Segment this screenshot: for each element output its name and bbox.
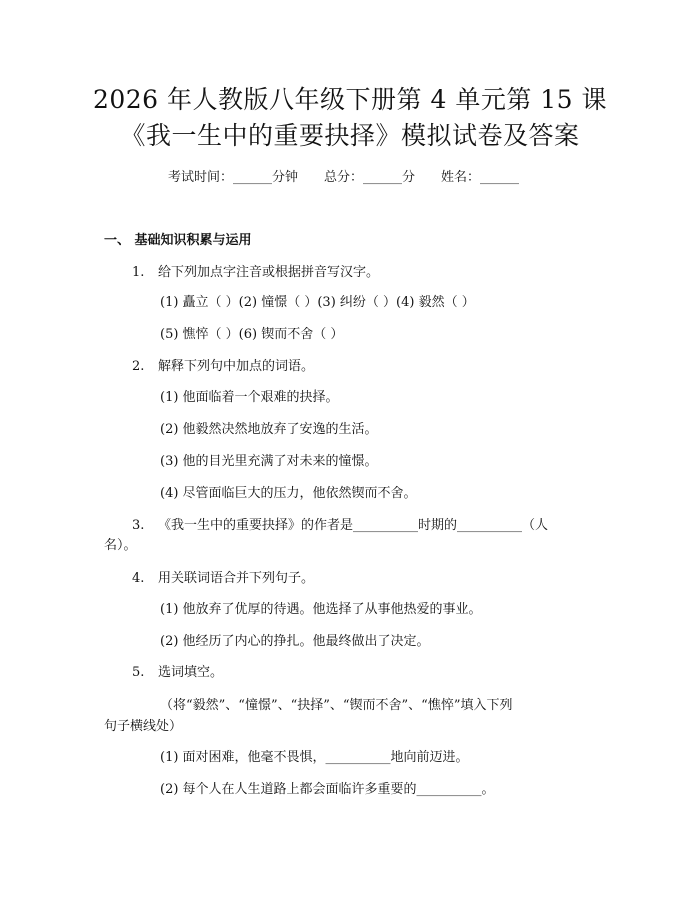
total-score-field: 总分：______分	[324, 170, 416, 185]
question-3	[132, 517, 549, 535]
question-number: 5.	[132, 665, 145, 680]
question-1-items-line-1: (1) 矗立（ ）(2) 憧憬（ ）(3) 纠纷（ ）(4) 毅然（ ）	[160, 295, 475, 310]
name-field: 姓名：______	[441, 170, 520, 185]
question-number: 4.	[132, 571, 145, 586]
question-2-item: (4) 尽管面临巨大的压力，他依然锲而不舍。	[160, 486, 417, 501]
question-2-item: (1) 他面临着一个艰难的抉择。	[160, 390, 339, 405]
exam-time-field: 考试时间：______分钟	[168, 170, 299, 185]
question-4	[132, 570, 315, 588]
question-4-item: (2) 他经历了内心的挣扎。他最终做出了决定。	[160, 634, 430, 649]
question-4-item: (1) 他放弃了优厚的待遇。他选择了从事他热爱的事业。	[160, 602, 482, 617]
question-2	[132, 358, 315, 376]
question-number: 2.	[132, 359, 145, 374]
question-1-items-line-2: (5) 憔悴（ ）(6) 锲而不舍（ ）	[160, 327, 344, 342]
question-text: 给下列加点字注音或根据拼音写汉字。	[158, 265, 380, 280]
question-5-instruction-line-1: （将“毅然”、“憧憬”、“抉择”、“锲而不舍”、“憔悴”填入下列	[160, 698, 513, 713]
page-title-line-1: 2026 年人教版八年级下册第 4 单元第 15 课	[92, 85, 608, 114]
question-5-item: (2) 每个人在人生道路上都会面临许多重要的__________。	[160, 782, 495, 797]
question-1	[132, 264, 380, 282]
exam-meta	[168, 169, 519, 187]
question-3-continuation: 名）。	[104, 538, 137, 553]
page-title-line-2: 《我一生中的重要抉择》模拟试卷及答案	[120, 121, 580, 150]
question-number: 1.	[132, 265, 145, 280]
question-2-item: (2) 他毅然决然地放弃了安逸的生活。	[160, 422, 378, 437]
question-2-item: (3) 他的目光里充满了对未来的憧憬。	[160, 454, 378, 469]
question-text: 解释下列句中加点的词语。	[158, 359, 315, 374]
question-text: 用关联词语合并下列句子。	[158, 571, 315, 586]
question-number: 3.	[132, 518, 145, 533]
section-heading: 一、 基础知识积累与运用	[104, 233, 252, 248]
question-5-instruction-line-2: 句子横线处）	[104, 719, 183, 734]
question-text: 选词填空。	[158, 665, 224, 680]
question-text: 《我一生中的重要抉择》的作者是__________时期的__________（人	[158, 518, 549, 533]
question-5-item: (1) 面对困难，他毫不畏惧，__________地向前迈进。	[160, 750, 469, 765]
question-5	[132, 664, 224, 682]
